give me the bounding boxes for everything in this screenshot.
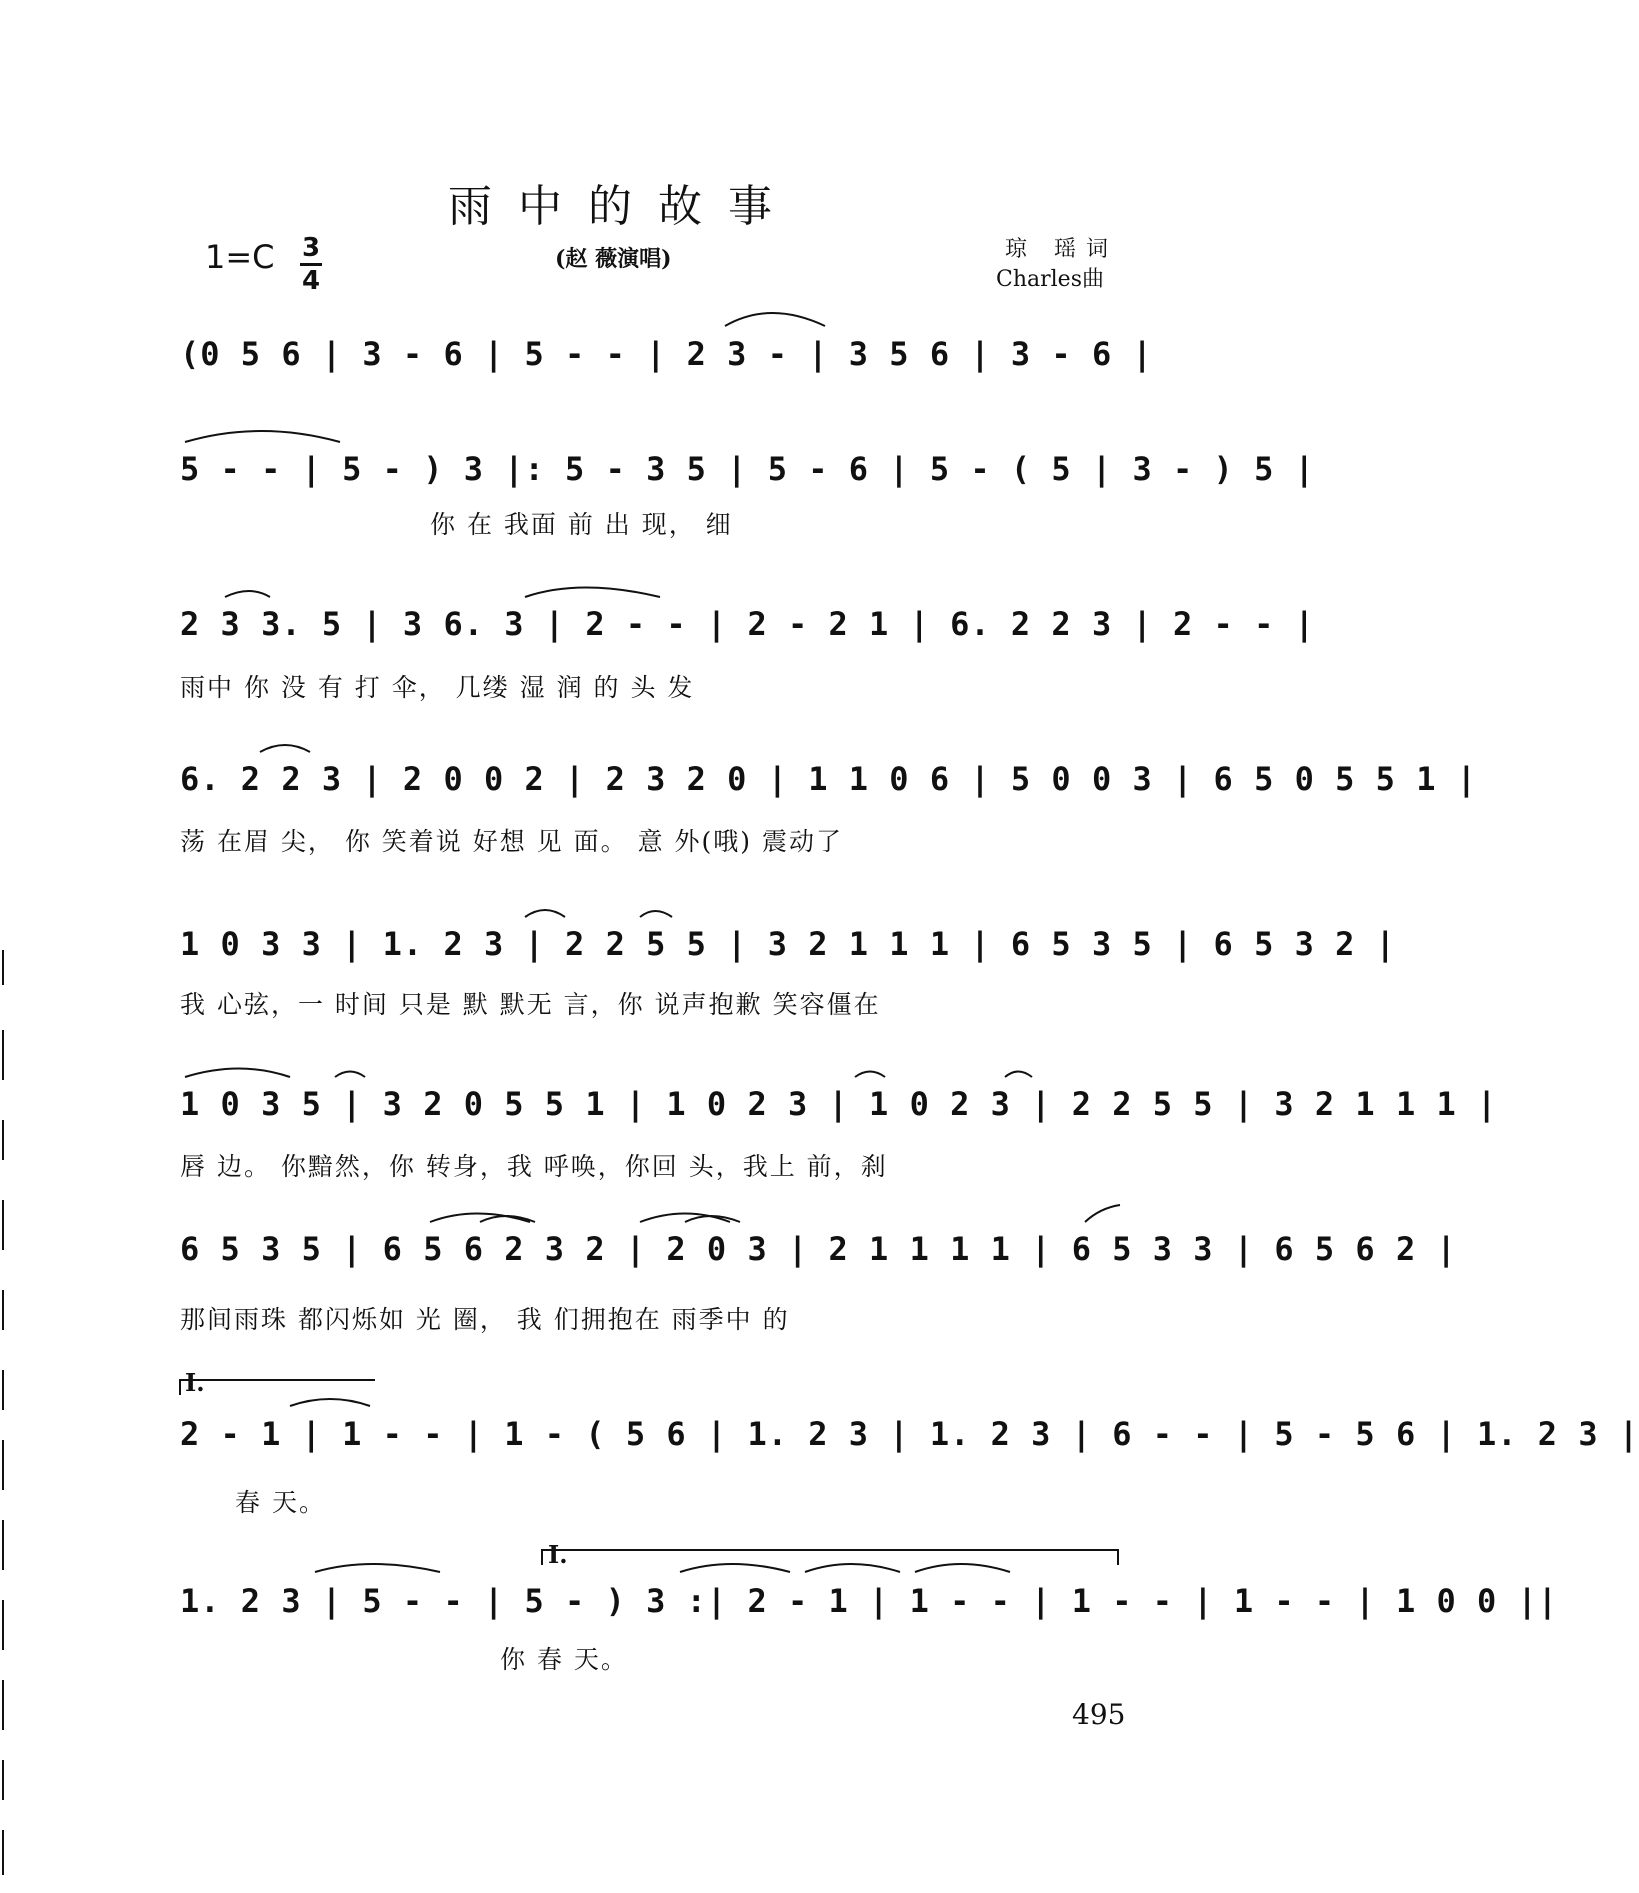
notation-line-7: 6 5 3 5 | 6 5 6 2 3 2 | 2 0 3 | 2 1 1 1 1 | 6 5 3 3 | 6 5 6 2 | [180, 1230, 1457, 1268]
composer-credit: Charles曲 [996, 267, 1104, 292]
slur-mark [185, 431, 340, 442]
lyricist-credit: 琼 瑶词 [1005, 237, 1118, 262]
slur-mark [225, 591, 270, 597]
notation-line-8: 2 - 1 | 1 - - | 1 - ( 5 6 | 1. 2 3 | 1. 2 3 | 6 - - | 5 - 5 6 | 1. 2 3 | [180, 1415, 1639, 1453]
slur-mark [640, 911, 672, 917]
time-signature-bottom: 4 [301, 266, 321, 296]
lyric-line-7: 那间雨珠 都闪烁如 光 圈， 我 们拥抱在 雨季中 的 [180, 1305, 790, 1334]
volta-label-2: I. [548, 1540, 568, 1569]
volta-bracket [180, 1380, 375, 1395]
notation-line-6: 1 0 3 5 | 3 2 0 5 5 1 | 1 0 2 3 | 1 0 2 3 | 2 2 5 5 | 3 2 1 1 1 | [180, 1085, 1498, 1123]
slur-mark [640, 1214, 730, 1223]
lyric-line-2: 你 在 我面 前 出 现， 细 [430, 510, 733, 539]
slur-mark [525, 588, 660, 598]
volta-bracket [542, 1550, 1118, 1565]
slur-mark [525, 910, 565, 917]
key-signature: 1=C [205, 238, 275, 276]
notation-line-9: 1. 2 3 | 5 - - | 5 - ) 3 :| 2 - 1 | 1 - - | 1 - - | 1 - - | 1 0 0 || [180, 1582, 1559, 1620]
time-signature-top: 3 [301, 233, 321, 263]
notation-line-5: 1 0 3 3 | 1. 2 3 | 2 2 5 5 | 3 2 1 1 1 | 6 5 3 5 | 6 5 3 2 | [180, 925, 1396, 963]
slur-mark [725, 313, 825, 326]
lyric-line-5: 我 心弦，一 时间 只是 默 默无 言，你 说声抱歉 笑容僵在 [180, 990, 881, 1019]
slur-mark [855, 1072, 885, 1078]
slur-mark [260, 745, 310, 752]
slur-mark [290, 1399, 370, 1406]
lyric-line-9: 你 春 天。 [500, 1645, 628, 1674]
lyric-line-8: 春 天。 [235, 1488, 326, 1517]
slur-mark [805, 1564, 900, 1572]
singer-credit: (赵 薇演唱) [555, 246, 672, 272]
slur-mark [315, 1564, 440, 1572]
lyric-line-4: 荡 在眉 尖， 你 笑着说 好想 见 面。 意 外(哦) 震动了 [180, 827, 843, 856]
slur-mark [430, 1214, 530, 1223]
slur-mark [1085, 1205, 1120, 1222]
lyric-line-3: 雨中 你 没 有 打 伞， 几缕 湿 润 的 头 发 [180, 673, 695, 702]
volta-label-1: I. [185, 1368, 205, 1397]
slur-mark [685, 1216, 740, 1222]
slur-mark [185, 1069, 290, 1078]
notation-line-4: 6. 2 2 3 | 2 0 0 2 | 2 3 2 0 | 1 1 0 6 | 5 0 0 3 | 6 5 0 5 5 1 | [180, 760, 1477, 798]
song-title: 雨中的故事 [448, 181, 798, 232]
slur-mark [680, 1564, 790, 1572]
page-number: 495 [1072, 1698, 1126, 1731]
slur-mark [335, 1072, 365, 1078]
slur-mark [915, 1564, 1010, 1572]
slur-mark [1005, 1072, 1032, 1078]
notation-line-1: (0 5 6 | 3 - 6 | 5 - - | 2 3 - | 3 5 6 | 3 - 6 | [180, 335, 1153, 373]
notation-line-2: 5 - - | 5 - ) 3 |: 5 - 3 5 | 5 - 6 | 5 - ( 5 | 3 - ) 5 | [180, 450, 1315, 488]
lyric-line-6: 唇 边。 你黯然，你 转身，我 呼唤，你回 头，我上 前，刹 [180, 1152, 888, 1181]
notation-line-3: 2 3 3. 5 | 3 6. 3 | 2 - - | 2 - 2 1 | 6. 2 2 3 | 2 - - | [180, 605, 1315, 643]
